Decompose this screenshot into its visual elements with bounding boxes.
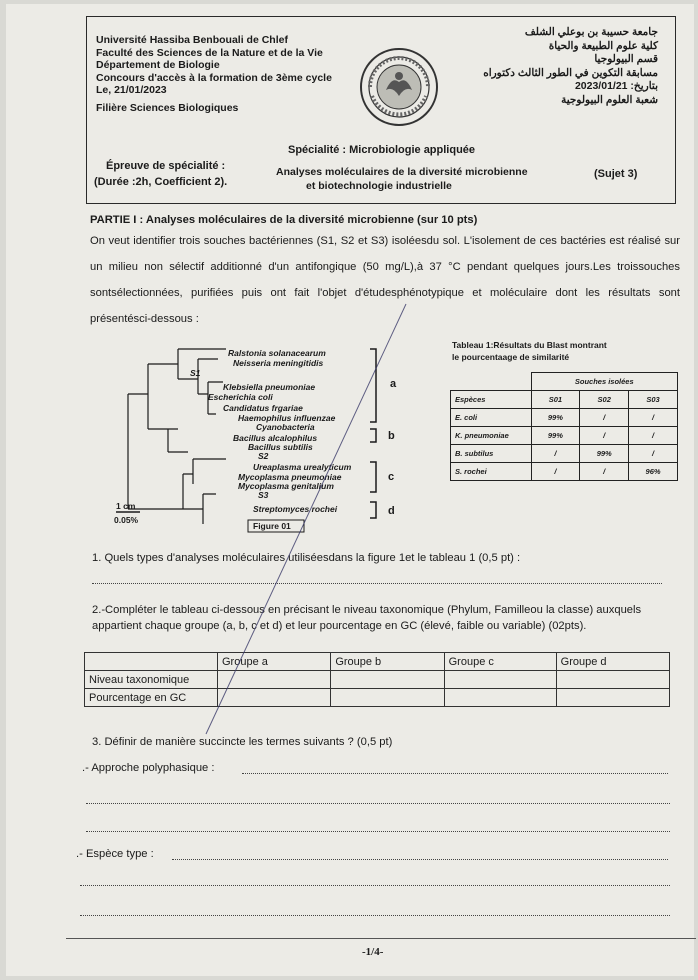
tree-taxon-label: Bacillus subtilis	[248, 442, 313, 452]
exam-sheet	[6, 4, 694, 976]
header-ar-line: شعبة العلوم البيولوجية	[561, 93, 658, 106]
table1-cell: 99%	[531, 409, 580, 427]
header-ar-line: جامعة حسيبة بن بوعلي الشلف	[524, 26, 658, 38]
tree-taxon-label: Escherichia coli	[208, 392, 273, 402]
table1-cell: /	[531, 445, 580, 463]
tree-taxon-label: Streptomyces rochei	[253, 504, 338, 514]
header-ar-line: بتاريخ: 2023/01/21	[574, 80, 658, 92]
tree-taxon-label: Cyanobacteria	[256, 422, 315, 432]
tree-taxon-label: Neisseria meningitidis	[233, 358, 324, 368]
question-2: 2.-Compléter le tableau ci-dessous en précisant le niveau taxonomique (Phylum, Familleou la classe) auxquels appartient chaque groupe (a, b, c et d) et leur pourcentage en GC (élevé, faible ou variable) (02pts).	[92, 604, 642, 632]
part1-title: PARTIE I : Analyses moléculaires de la diversité microbienne (sur 10 pts)	[90, 214, 478, 226]
part1-paragraph: On veut identifier trois souches bactériennes (S1, S2 et S3) isoléesdu sol. L'isolement de ces bactéries est réalisé sur un milieu non sélectif additionné d'un antifongique (50 mg/L),à 37 °C pendant quelques jours.Les troissouches sontsélectionnées, purifiées puis ont fait l'objet d'étudesphénotypique et moléculaire dont les résultats sont présentésci-dessous :	[90, 235, 680, 325]
table1-cell: /	[629, 409, 678, 427]
epreuve: Épreuve de spécialité :	[106, 160, 226, 172]
table1-cell: /	[580, 463, 629, 481]
header-fr-line: Faculté des Sciences de la Nature et de la Vie	[96, 46, 323, 59]
tree-taxon-label: Ralstonia solanacearum	[228, 348, 326, 358]
table1-cell: /	[629, 445, 678, 463]
group-label-d: d	[388, 505, 395, 517]
table1-cell: /	[580, 409, 629, 427]
table1-title-1: Tableau 1:Résultats du Blast montrant	[452, 340, 607, 350]
tree-taxon-label: S3	[258, 490, 269, 500]
duree: (Durée :2h, Coefficient 2).	[94, 176, 228, 188]
table1-cell: /	[531, 463, 580, 481]
table1-col-group: Souches isolées	[531, 373, 678, 391]
question-1: 1. Quels types d'analyses moléculaires utiliséesdans la figure 1et le tableau 1 (0,5 pt) :	[92, 552, 521, 564]
analyses-title-1: Analyses moléculaires de la diversité microbienne	[276, 166, 528, 178]
table2-row-label: Pourcentage en GC	[85, 689, 218, 707]
term-polyphasic: .- Approche polyphasique :	[82, 762, 215, 774]
group-label-b: b	[388, 430, 395, 442]
page-number: -1/4-	[362, 946, 384, 958]
table1-strain-header: S01	[531, 391, 580, 409]
specialite: Spécialité : Microbiologie appliquée	[288, 144, 476, 156]
table2-header: Groupe b	[331, 653, 444, 671]
tree-taxon-label: Klebsiella pneumoniae	[223, 382, 316, 392]
table1-species: S. rochei	[451, 463, 532, 481]
header-fr-line: Filière Sciences Biologiques	[96, 101, 239, 114]
tree-taxon-label: S2	[258, 451, 269, 461]
tree-taxon-label: Ureaplasma urealyticum	[253, 462, 352, 472]
table1-strain-header: S03	[629, 391, 678, 409]
table2-row-label: Niveau taxonomique	[85, 671, 218, 689]
header-ar-line: مسابقة التكوين في الطور الثالث دكتوراه	[483, 66, 658, 79]
tree-taxon-label: Haemophilus influenzae	[238, 413, 336, 423]
header-fr-line: Département de Biologie	[96, 59, 220, 71]
tree-taxon-label: Bacillus alcalophilus	[233, 433, 318, 443]
table2-header: Groupe c	[444, 653, 556, 671]
table1-species: K. pneumoniae	[451, 427, 532, 445]
group-label-a: a	[390, 378, 397, 390]
table1-title-2: le pourcentaage de similarité	[452, 352, 570, 362]
tree-taxon-label: S1	[190, 368, 201, 378]
table1-strain-header: S02	[580, 391, 629, 409]
table1-cell: /	[580, 427, 629, 445]
figure-caption: Figure 01	[253, 521, 291, 531]
table1-cell: /	[629, 427, 678, 445]
table1-species: E. coli	[451, 409, 532, 427]
table1-cell: 99%	[580, 445, 629, 463]
tree-taxon-label: Mycoplasma pneumoniae	[238, 472, 342, 482]
analyses-title-2: et biotechnologie industrielle	[306, 180, 452, 192]
tree-taxon-label: Mycoplasma genitalium	[238, 481, 334, 491]
table1-species: B. subtilus	[451, 445, 532, 463]
term-type-species: .- Espèce type :	[76, 848, 154, 860]
header-ar-line: قسم البيولوجيا	[594, 53, 658, 65]
header-fr-line: Concours d'accès à la formation de 3ème cycle	[96, 71, 332, 84]
table2-header: Groupe a	[218, 653, 331, 671]
table1-cell: 99%	[531, 427, 580, 445]
scale-bar-bottom: 0.05%	[114, 515, 139, 525]
tree-taxon-label: Candidatus frgariae	[223, 403, 303, 413]
header-fr-line: Université Hassiba Benbouali de Chlef	[96, 34, 288, 46]
table1-species-header: Espèces	[451, 391, 532, 409]
pen-stroke	[6, 4, 694, 976]
group-label-c: c	[388, 471, 395, 483]
question-3: 3. Définir de manière succincte les termes suivants ? (0,5 pt)	[92, 736, 393, 748]
header-ar-line: كلية علوم الطبيعة والحياة	[548, 39, 658, 52]
header-fr-line: Le, 21/01/2023	[96, 84, 167, 96]
table1-cell: 96%	[629, 463, 678, 481]
table2-header: Groupe d	[556, 653, 669, 671]
scale-bar-top: 1 cm	[116, 501, 136, 511]
sujet: (Sujet 3)	[594, 168, 638, 180]
